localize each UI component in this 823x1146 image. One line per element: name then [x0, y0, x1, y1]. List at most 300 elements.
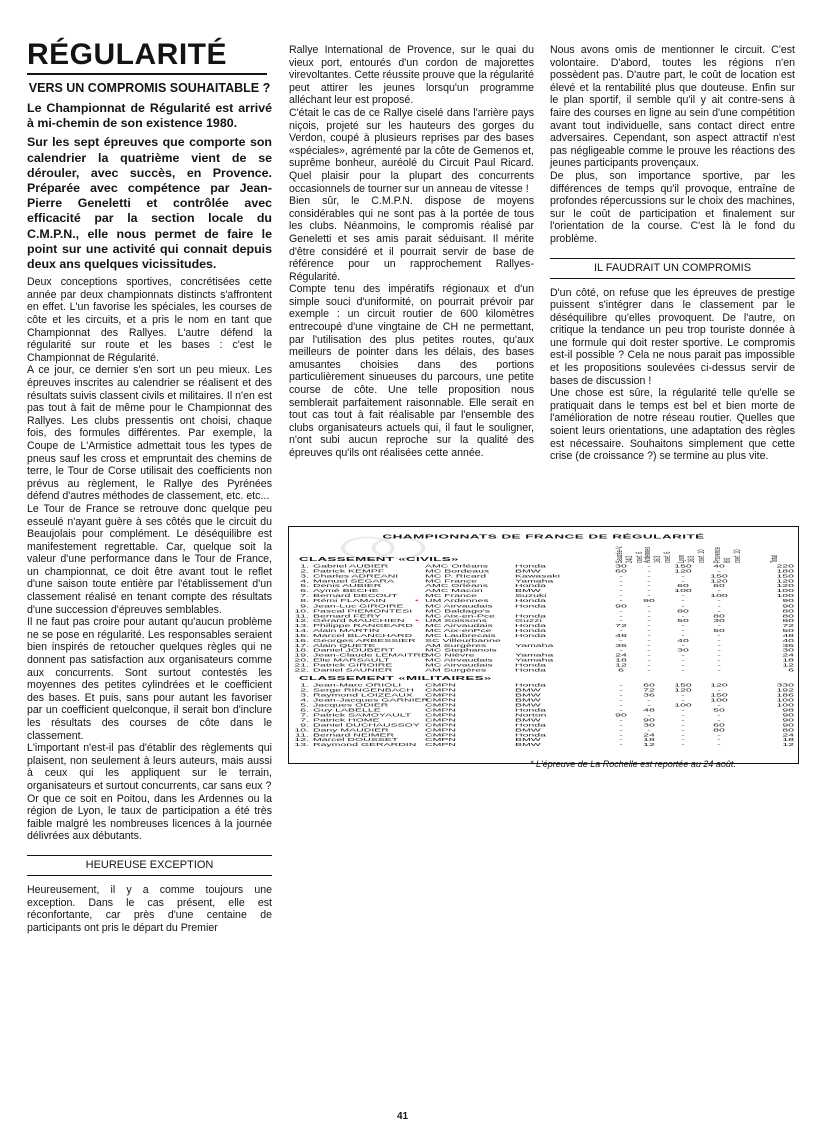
paragraph: Le Tour de France se retrouve donc quelque peu esseulé n'ayant guère à ses côtés que le circuit du Beaujolais pour complément. Le déséquilibre est manifestement regrettable. Car, quelque soit la valeur d'une performance dans le Tour de France, un championnat, ce doit être avant tout le reflet d'une saison toute entière par l'établissement d'un classement réalisé en tenant compte des résultats d'une succession d'épreuves semblables.: [27, 502, 272, 616]
score-cell: -: [717, 687, 721, 693]
column-2: [289, 44, 534, 460]
score-cell: -: [681, 578, 685, 584]
score-cell: -: [717, 732, 721, 738]
score-cell: -: [681, 727, 685, 733]
score-cell: 90: [615, 603, 627, 609]
score-cell: -: [681, 643, 685, 649]
score-cell: 80: [713, 727, 725, 733]
motorcycle: Honda: [515, 623, 546, 629]
rider-name: Jean-Marc ORIOLI: [313, 682, 402, 688]
score-cell: -: [647, 623, 651, 629]
score-cell: -: [717, 608, 721, 614]
club-name: UM Ardennes: [425, 598, 489, 604]
score-cell: -: [717, 712, 721, 718]
rider-name: Daniel JOUBERT: [313, 647, 395, 654]
club-name: MC Laubrecais: [425, 633, 496, 639]
score-cell: -: [619, 727, 623, 733]
score-cell: -: [619, 722, 623, 728]
motorcycle: BMW: [515, 727, 541, 733]
motorcycle: Honda: [515, 707, 546, 713]
score-cell: -: [717, 638, 721, 644]
score-cell: -: [619, 742, 623, 748]
score-cell: -: [647, 603, 651, 609]
score-cell: -: [681, 652, 685, 658]
column-1: [27, 40, 272, 934]
score-cell: -: [619, 682, 623, 688]
total-cell: 100: [776, 702, 794, 708]
motorcycle: BMW: [515, 687, 541, 693]
score-cell: 12: [615, 662, 627, 668]
score-cell: -: [619, 647, 623, 654]
rider-name: Aymé BECHE: [313, 588, 379, 594]
rank: 16.: [294, 638, 309, 644]
rank: 18.: [294, 647, 309, 654]
score-cell: -: [619, 613, 623, 619]
rank: 21.: [294, 662, 309, 668]
score-cell: 100: [674, 588, 692, 594]
club-name: MC Stephanois: [425, 647, 497, 654]
total-cell: 80: [782, 608, 794, 614]
club-name: MC Aix-enPce: [425, 628, 492, 634]
score-cell: -: [619, 583, 623, 589]
club-name: CMPN: [425, 707, 456, 713]
motorcycle: Kawasaki: [515, 573, 560, 579]
score-cell: -: [619, 732, 623, 738]
score-cell: -: [681, 732, 685, 738]
section-civils-title: CLASSEMENT «CIVILS»: [299, 555, 459, 563]
total-cell: 90: [782, 712, 794, 718]
motorcycle: BMW: [515, 717, 541, 723]
score-cell: 30: [677, 647, 689, 654]
score-cell: 36: [643, 692, 655, 698]
score-cell: -: [681, 737, 685, 743]
score-cell: -: [681, 593, 685, 599]
score-cell: -: [619, 707, 623, 713]
paragraph: Il ne faut pas croire pour autant qu'aucun problème ne se pose en régularité. Les responsables seraient bien inspirés de retoucher quelques règles qui ne donnent pas satisfaction aux organisateurs comme aux concurrents. Sont surtout contestés les moyennes des petites cylindrées et le coefficient des bases. Et puis, sans pour autant les favoriser par un coefficient quelconque, il serait bon d'inclure les résultats des courses de côte dans le classement.: [27, 616, 272, 742]
rank: 4.: [300, 697, 309, 703]
score-cell: -: [647, 662, 651, 668]
score-cell: 100: [710, 697, 728, 703]
total-cell: 90: [782, 717, 794, 723]
rider-name: Jean-Luc GIROIRE: [313, 603, 404, 609]
score-cell: -: [717, 737, 721, 743]
motorcycle: Honda: [515, 603, 546, 609]
rider-name: Denis AUBIER: [313, 583, 382, 589]
score-cell: -: [647, 613, 651, 619]
table-title: CHAMPIONNATS DE FRANCE DE RÉGULARITÉ: [382, 533, 705, 540]
club-name: MC Airvaudais: [425, 657, 493, 663]
column-header: Ardennes 16/3 coef. 6: [642, 546, 672, 563]
score-cell: -: [717, 662, 721, 668]
rider-name: Georges ARBESSIER: [313, 638, 416, 644]
score-cell: 12: [643, 742, 655, 748]
score-cell: 120: [710, 578, 728, 584]
score-cell: -: [619, 717, 623, 723]
rank: 15.: [294, 633, 309, 639]
rank: 5.: [300, 702, 309, 708]
score-cell: -: [647, 563, 651, 569]
club-name: MC Aix-en-Pce: [425, 613, 496, 619]
score-cell: 36: [615, 643, 627, 649]
score-cell: -: [647, 578, 651, 584]
score-cell: -: [681, 742, 685, 748]
score-cell: 120: [674, 687, 692, 693]
total-cell: 180: [776, 568, 794, 574]
rank: 17.: [294, 643, 309, 649]
score-cell: -: [717, 657, 721, 663]
column-header: Sauzée-V. 24/2 coef. 6: [614, 545, 644, 563]
paragraph: Or que ce soit en Poitou, dans les Ardennes ou la région de Lyon, le taux de participation a été très faible malgré les nombreuses licences à la journée délivrées aux débutants.: [27, 792, 272, 843]
rank: 2.: [300, 687, 309, 693]
paragraph: Deux conceptions sportives, concrétisées cette année par deux championnats distincts s'affrontent en effet. L'un favorise les spéciales, les courses de côte et les circuits, et a pris le nom en tant que Championnat des Rallyes. L'autre défend la régularité sur route et les bases : c'est le Championnat de Régularité.: [27, 276, 272, 364]
score-cell: 48: [615, 633, 627, 639]
score-cell: -: [647, 712, 651, 718]
rider-name: Marcel DOUSSET: [313, 737, 399, 743]
article-title: RÉGULARITÉ: [27, 40, 267, 75]
club-name: MC Airvaudais: [425, 623, 493, 629]
motorcycle: BMW: [515, 742, 541, 748]
score-cell: -: [647, 652, 651, 658]
club-name: CMPN: [425, 722, 456, 728]
score-cell: -: [717, 568, 721, 574]
club-name: AM Surgères: [425, 643, 487, 649]
rider-name: Bernard NEIMER: [313, 732, 395, 738]
score-cell: -: [619, 697, 623, 703]
total-cell: 80: [782, 613, 794, 619]
rank: 11.: [295, 613, 309, 619]
score-cell: -: [681, 598, 685, 604]
total-cell: 30: [782, 647, 794, 654]
motorcycle: Honda: [515, 682, 546, 688]
motorcycle: Honda: [515, 598, 546, 604]
total-cell: 100: [776, 593, 794, 599]
rider-name: Elie MARSAULT: [313, 657, 390, 663]
score-cell: -: [647, 573, 651, 579]
score-cell: -: [717, 702, 721, 708]
rank: 7.: [300, 712, 309, 718]
score-cell: 30: [713, 618, 725, 624]
motorcycle: Honda: [515, 633, 546, 639]
club-name: CMPN: [425, 717, 456, 723]
score-cell: -: [619, 638, 623, 644]
score-cell: 50: [677, 618, 689, 624]
rider-name: Raymond LOIZEAUX: [313, 692, 413, 698]
total-cell: 6: [788, 667, 794, 673]
club-name: MC Baldago's: [425, 608, 491, 614]
rank: 9.: [300, 722, 309, 728]
total-cell: 100: [776, 697, 794, 703]
score-cell: 60: [615, 568, 627, 574]
rank: 7.: [300, 593, 309, 599]
club-name: AM Surgères: [425, 667, 487, 673]
results-table: [288, 526, 799, 764]
club-name: AMC Orléans: [425, 583, 489, 589]
score-cell: 150: [674, 563, 692, 569]
total-cell: 48: [782, 633, 794, 639]
score-cell: -: [619, 737, 623, 743]
total-cell: 90: [782, 603, 794, 609]
total-cell: 150: [776, 573, 794, 579]
column-header: Provence 8/6 coef. 10: [712, 547, 742, 563]
score-cell: -: [647, 727, 651, 733]
score-cell: -: [647, 618, 651, 624]
score-cell: 48: [643, 707, 655, 713]
rank: 13.: [294, 742, 309, 748]
rider-name: Serge RINGENBACH: [313, 687, 414, 693]
section-militaires-title: CLASSEMENT «MILITAIRES»: [299, 674, 492, 682]
score-cell: -: [681, 623, 685, 629]
score-cell: -: [681, 667, 685, 673]
score-cell: -: [619, 588, 623, 594]
score-cell: -: [717, 667, 721, 673]
score-cell: -: [619, 593, 623, 599]
club-name: CMPN: [425, 712, 456, 718]
paragraph: A ce jour, ce dernier s'en sort un peu mieux. Les épreuves inscrites au calendrier se réalisent et des résultats suivis classent civils et militaires. Il n'en est pas tout à fait de même pour le Championnat des Rallyes. Les clubs pressentis ont choisi, chaque fois, des formules différentes. Par exemple, la Coupe de L'Armistice admettait tous les types de pneus sauf les cross et empruntait des chemins de terre, le Tour de Corse utilisait des coefficients non prévus au règlement, le Rallye des Pyrénées défend d'autres méthodes de classement, etc. etc...: [27, 364, 272, 503]
score-cell: 150: [674, 682, 692, 688]
score-cell: -: [717, 717, 721, 723]
rank: 12.: [294, 618, 309, 624]
score-cell: -: [619, 608, 623, 614]
rank: 5.: [300, 583, 309, 589]
total-cell: 220: [776, 563, 794, 569]
score-cell: -: [647, 657, 651, 663]
rider-name: Alain MARTIN: [313, 628, 380, 634]
score-cell: 60: [713, 583, 725, 589]
total-cell: 40: [782, 638, 794, 644]
motorcycle: Honda: [515, 667, 546, 673]
rider-name: Guy LABELLE: [313, 707, 381, 713]
score-cell: 6: [618, 667, 624, 673]
total-cell: 98: [782, 707, 794, 713]
score-cell: -: [681, 717, 685, 723]
club-name: CMPN: [425, 682, 456, 688]
rider-name: Daniel DUCHAUSSOY: [313, 722, 420, 728]
rider-name: Bernard DECOUT: [313, 593, 398, 599]
score-cell: 24: [643, 732, 655, 738]
score-cell: 120: [674, 568, 692, 574]
club-name: CMPN: [425, 692, 456, 698]
rank: 6.: [300, 707, 309, 713]
rider-name: Bernard FERY: [313, 613, 382, 619]
score-cell: 30: [643, 722, 655, 728]
rider-name: Gérard MAUCHIEN: [313, 618, 405, 624]
rider-name: Patrick SAMOYAULT: [313, 712, 412, 718]
rider-name: Patrick HOME: [313, 717, 380, 723]
motorcycle: Honda: [515, 722, 546, 728]
total-cell: 72: [782, 623, 794, 629]
total-cell: 12: [782, 742, 794, 748]
score-cell: -: [681, 707, 685, 713]
column-header: Total: [769, 554, 779, 563]
score-cell: 50: [713, 707, 725, 713]
total-cell: 120: [776, 583, 794, 589]
club-name: CMPN: [425, 737, 456, 743]
total-cell: 80: [782, 618, 794, 624]
article-subtitle: VERS UN COMPROMIS SOUHAITABLE ?: [28, 81, 271, 95]
club-name: CMPN: [425, 727, 456, 733]
score-cell: -: [681, 657, 685, 663]
paragraph: Bien sûr, le C.M.P.N. dispose de moyens considérables qui ne sont pas à la portée de tous les clubs. Néanmoins, le compromis réalisé par Geneletti et ses amis parait séduisant. Il mérite d'être considéré et il pourrait servir de base de référence pour un rapprochement Rallyes-Régularité.: [289, 195, 534, 283]
score-cell: 80: [677, 608, 689, 614]
motorcycle: Guzzi: [515, 618, 542, 624]
club-name: MC Airvaudais: [425, 662, 493, 668]
paragraph: Compte tenu des impératifs régionaux et d'un simple souci d'uniformité, on pourrait prévoir par exemple : un circuit routier de 600 kilomètres entrecoupé d'une vingtaine de CH ne permettant, par l'utilisation des plus petites routes, qu'aux meilleurs de pointer dans les délais, des bases amusantes choisies dans des portions particulièrement sinueuses du parcours, une petite course de côte. Une telle proposition nous semblerait parfaitement raisonnable. Elle serait en tout cas tout à fait réalisable par l'ensemble des clubs organisateurs actuels qui, il faut le souligner, n'ont subi aucun reproche sur la qualité des épreuves qu'ils ont réalisées cette année.: [289, 283, 534, 459]
score-cell: -: [619, 573, 623, 579]
club-name: MC Bordeaux: [425, 568, 490, 574]
score-cell: -: [681, 722, 685, 728]
motorcycle: Norton: [515, 712, 547, 718]
score-cell: -: [681, 633, 685, 639]
score-cell: -: [619, 692, 623, 698]
score-cell: -: [619, 702, 623, 708]
score-cell: 150: [710, 573, 728, 579]
score-cell: 18: [615, 657, 627, 663]
motorcycle: Honda: [515, 583, 546, 589]
rank: 9.: [300, 603, 309, 609]
paragraph: Heureusement, il y a comme toujours une exception. Dans le cas présent, elle est réconfortante, car près d'une centaine de participants ont pris le départ du Premier: [27, 883, 272, 934]
rank: 10.: [294, 608, 309, 614]
column-header: Lyon 16/3 coef. 10: [676, 549, 706, 563]
rank: 3.: [300, 692, 309, 698]
score-cell: -: [647, 647, 651, 654]
rider-name: Jacques ODIER: [313, 702, 389, 708]
total-cell: 90: [782, 598, 794, 604]
motorcycle: BMW: [515, 697, 541, 703]
rank: 22.: [294, 667, 309, 673]
club-name: UM Soissons: [425, 618, 487, 624]
motorcycle: Honda: [515, 613, 546, 619]
rank: 7.: [300, 717, 309, 723]
score-cell: -: [647, 633, 651, 639]
club-name: MC Nièvre: [425, 652, 475, 658]
rank: 13.: [294, 623, 309, 629]
table-footnote: * L'épreuve de La Rochelle est reportée au 24 août.: [530, 759, 736, 769]
rank: 10.: [294, 727, 309, 733]
score-cell: 100: [674, 702, 692, 708]
column-3: [550, 44, 795, 463]
score-cell: 120: [710, 682, 728, 688]
score-cell: -: [717, 652, 721, 658]
score-cell: 18: [643, 737, 655, 743]
score-cell: -: [619, 618, 623, 624]
score-cell: 72: [643, 687, 655, 693]
rank: 2.: [300, 568, 309, 574]
score-cell: 60: [677, 583, 689, 589]
rider-name: Charles ADREANI: [313, 573, 399, 579]
total-cell: 120: [776, 578, 794, 584]
rider-name: Philippe RANGEARD: [313, 623, 413, 629]
rider-name: Patrick KEMPF: [313, 568, 385, 574]
total-cell: 24: [782, 732, 794, 738]
score-cell: 40: [677, 638, 689, 644]
rider-name: Gabriel AUBIER: [313, 563, 389, 569]
club-name: CMPN: [425, 732, 456, 738]
rank: 1.: [300, 682, 309, 688]
score-cell: -: [717, 588, 721, 594]
red-dot-marker: •: [415, 618, 419, 624]
club-name: CMPN: [425, 742, 456, 748]
motorcycle: Honda: [515, 628, 546, 634]
paragraph: D'un côté, on refuse que les épreuves de prestige puissent s'intégrer dans le classement par le déséquilibre qu'elles provoquent. De l'autre, on critique la tendance un peu trop touriste donnée à une formule qui doit rester sportive. Le compromis est-il possible ? Cela ne nous parait pas impossible et les propositions soulevées ci-dessus servir de bases de discussion !: [550, 286, 795, 387]
lead-paragraph-2: Sur les sept épreuves que comporte son calendrier la quatrième vient de se dérouler, avec succès, en Provence. Préparée avec compétence par Jean-Pierre Geneletti et contrôlée avec efficacité par la section locale du C.M.P.N., elle nous permet de faire le point sur une activité qui connait depuis deux ans quelques vicissitudes.: [27, 135, 272, 272]
motorcycle: BMW: [515, 737, 541, 743]
score-cell: -: [717, 623, 721, 629]
score-cell: -: [681, 697, 685, 703]
total-cell: 186: [776, 692, 794, 698]
score-cell: 80: [713, 613, 725, 619]
club-name: CMPN: [425, 697, 456, 703]
rider-name: Marcel BLANCHARD: [313, 633, 413, 639]
score-cell: -: [647, 697, 651, 703]
total-cell: 192: [776, 687, 794, 693]
score-cell: -: [647, 588, 651, 594]
score-cell: -: [717, 643, 721, 649]
total-cell: 12: [782, 662, 794, 668]
rider-name: Jean-Jacques GARNIER: [313, 697, 430, 703]
score-cell: 100: [710, 593, 728, 599]
score-cell: -: [681, 662, 685, 668]
total-cell: 100: [776, 588, 794, 594]
total-cell: 18: [782, 737, 794, 743]
motorcycle: Honda: [515, 563, 546, 569]
score-cell: -: [717, 598, 721, 604]
table-row: [289, 668, 798, 673]
total-cell: 24: [782, 652, 794, 658]
rank: 6.: [300, 588, 309, 594]
score-cell: 24: [615, 652, 627, 658]
section-heading-compromis: IL FAUDRAIT UN COMPROMIS: [550, 258, 795, 279]
score-cell: 60: [643, 682, 655, 688]
total-cell: 330: [776, 682, 794, 688]
motorcycle: BMW: [515, 588, 541, 594]
club-name: MC France: [425, 578, 477, 584]
rank: 20.: [294, 657, 309, 663]
score-cell: -: [681, 613, 685, 619]
total-cell: 36: [782, 643, 794, 649]
paragraph: Une chose est sûre, la régularité telle qu'elle se pratiquait dans le temps est bel et bien morte de l'amélioration de notre réseau routier. Quelles que soient leurs orientations, une adaptation des règles est nécessaire. Souhaitons simplement que cette crise (de croissance ?) se termine au plus vite.: [550, 387, 795, 463]
score-cell: -: [717, 647, 721, 654]
score-cell: -: [681, 712, 685, 718]
rank: 8.: [300, 598, 309, 604]
score-cell: -: [681, 692, 685, 698]
rider-name: Daniel SAUNIER: [313, 667, 393, 673]
paragraph: C'était le cas de ce Rallye ciselé dans l'arrière pays niçois, projeté sur les hauteurs des gorges du Verdon, coupé à plusieurs reprises par des bases «spéciales», agrémenté par la côte de Gemenos et, suprême bonheur, auréolé du Circuit Paul Ricard. Quel plaisir pour la plupart des concurrents occasionnels de tourner sur un anneau de vitesse !: [289, 106, 534, 195]
score-cell: -: [647, 638, 651, 644]
score-cell: -: [647, 608, 651, 614]
motorcycle: Yamaha: [515, 643, 554, 649]
score-cell: 150: [710, 692, 728, 698]
motorcycle: Honda: [515, 732, 546, 738]
total-cell: 80: [782, 727, 794, 733]
rider-name: Pascal PIEMONTESI: [313, 608, 413, 614]
club-name: SC Villeurbanne: [425, 638, 501, 644]
score-cell: -: [619, 578, 623, 584]
paragraph: De plus, son importance sportive, par les différences de temps qu'il provoque, entraîne de profondes répercussions sur le choix des machines, sur le coût de participation et finalement sur l'orientation de la course. C'est là le fond du problème.: [550, 169, 795, 245]
total-cell: 90: [782, 722, 794, 728]
lead-paragraph-1: Le Championnat de Régularité est arrivé à mi-chemin de son existence 1980.: [27, 101, 272, 131]
score-cell: -: [681, 603, 685, 609]
rider-name: Alain QUETE: [313, 643, 376, 649]
motorcycle: Yamaha: [515, 652, 554, 658]
score-cell: -: [619, 628, 623, 634]
rider-name: Jean-Claude LEMAITRE: [313, 652, 428, 658]
score-cell: 90: [615, 712, 627, 718]
score-cell: -: [647, 568, 651, 574]
score-cell: -: [619, 687, 623, 693]
score-cell: -: [681, 573, 685, 579]
motorcycle: Honda: [515, 662, 546, 668]
red-dot-marker: •: [415, 598, 419, 604]
